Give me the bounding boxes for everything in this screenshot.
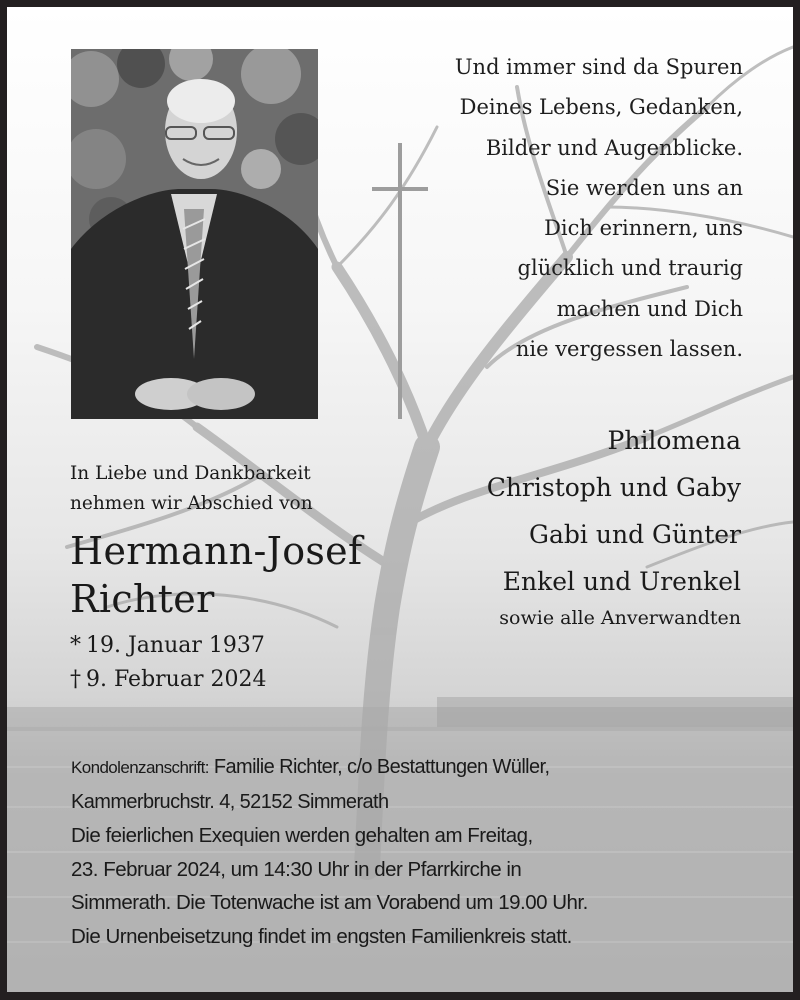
poem-line: Dich erinnern, uns — [544, 216, 743, 241]
deceased-first-name: Hermann-Josef — [70, 529, 363, 573]
deceased-block — [70, 459, 362, 697]
birth-star-icon: * — [70, 633, 81, 658]
birth-date: 19. Januar 1937 — [86, 633, 265, 658]
death-date: 9. Februar 2024 — [86, 667, 267, 692]
portrait-photo — [71, 49, 318, 419]
condolence-label: Kondolenzanschrift: — [71, 758, 209, 777]
ceremony-details — [71, 819, 588, 953]
memorial-poem — [455, 47, 743, 369]
death-date-row — [70, 663, 362, 697]
portrait-image — [71, 49, 318, 419]
condolence-line: Familie Richter, c/o Bestattungen Wüller, — [213, 756, 550, 778]
poem-line: Bilder und Augenblicke. — [485, 135, 743, 160]
intro-line: In Liebe und Dankbarkeit — [70, 463, 311, 484]
mourner-name: Philomena — [607, 426, 741, 455]
mourner-name: Enkel und Urenkel — [502, 567, 741, 596]
mourners-also: sowie alle Anverwandten — [499, 607, 741, 629]
poem-line: Und immer sind da Spuren — [454, 55, 743, 79]
mourner-name: Gabi und Günter — [529, 520, 741, 549]
mourner-name: Christoph und Gaby — [486, 473, 741, 502]
condolence-line: Kammerbruchstr. 4, 52152 Simmerath — [71, 791, 389, 813]
poem-line: nie vergessen lassen. — [515, 337, 743, 362]
birth-date-row — [70, 629, 362, 663]
obituary-notice — [7, 7, 793, 992]
poem-line: Sie werden uns an — [545, 175, 743, 200]
ceremony-line: Die feierlichen Exequien werden gehalten am Freitag, — [71, 824, 533, 847]
poem-line: Deines Lebens, Gedanken, — [459, 95, 743, 120]
deceased-last-name: Richter — [70, 577, 215, 621]
ceremony-line: 23. Februar 2024, um 14:30 Uhr in der Pfarrkirche in — [71, 857, 522, 881]
death-cross-icon: † — [70, 667, 81, 692]
poem-line: glücklich und traurig — [517, 256, 743, 281]
condolence-address — [71, 750, 549, 819]
ceremony-line: Die Urnenbeisetzung findet im engsten Familienkreis statt. — [71, 924, 572, 948]
cross-icon — [398, 143, 402, 419]
poem-line: machen und Dich — [556, 296, 743, 321]
mourners-list — [487, 417, 741, 633]
cross-icon-bar — [372, 187, 428, 191]
intro-line: nehmen wir Abschied von — [70, 493, 313, 514]
ceremony-line: Simmerath. Die Totenwache ist am Vorabend um 19.00 Uhr. — [71, 891, 588, 914]
